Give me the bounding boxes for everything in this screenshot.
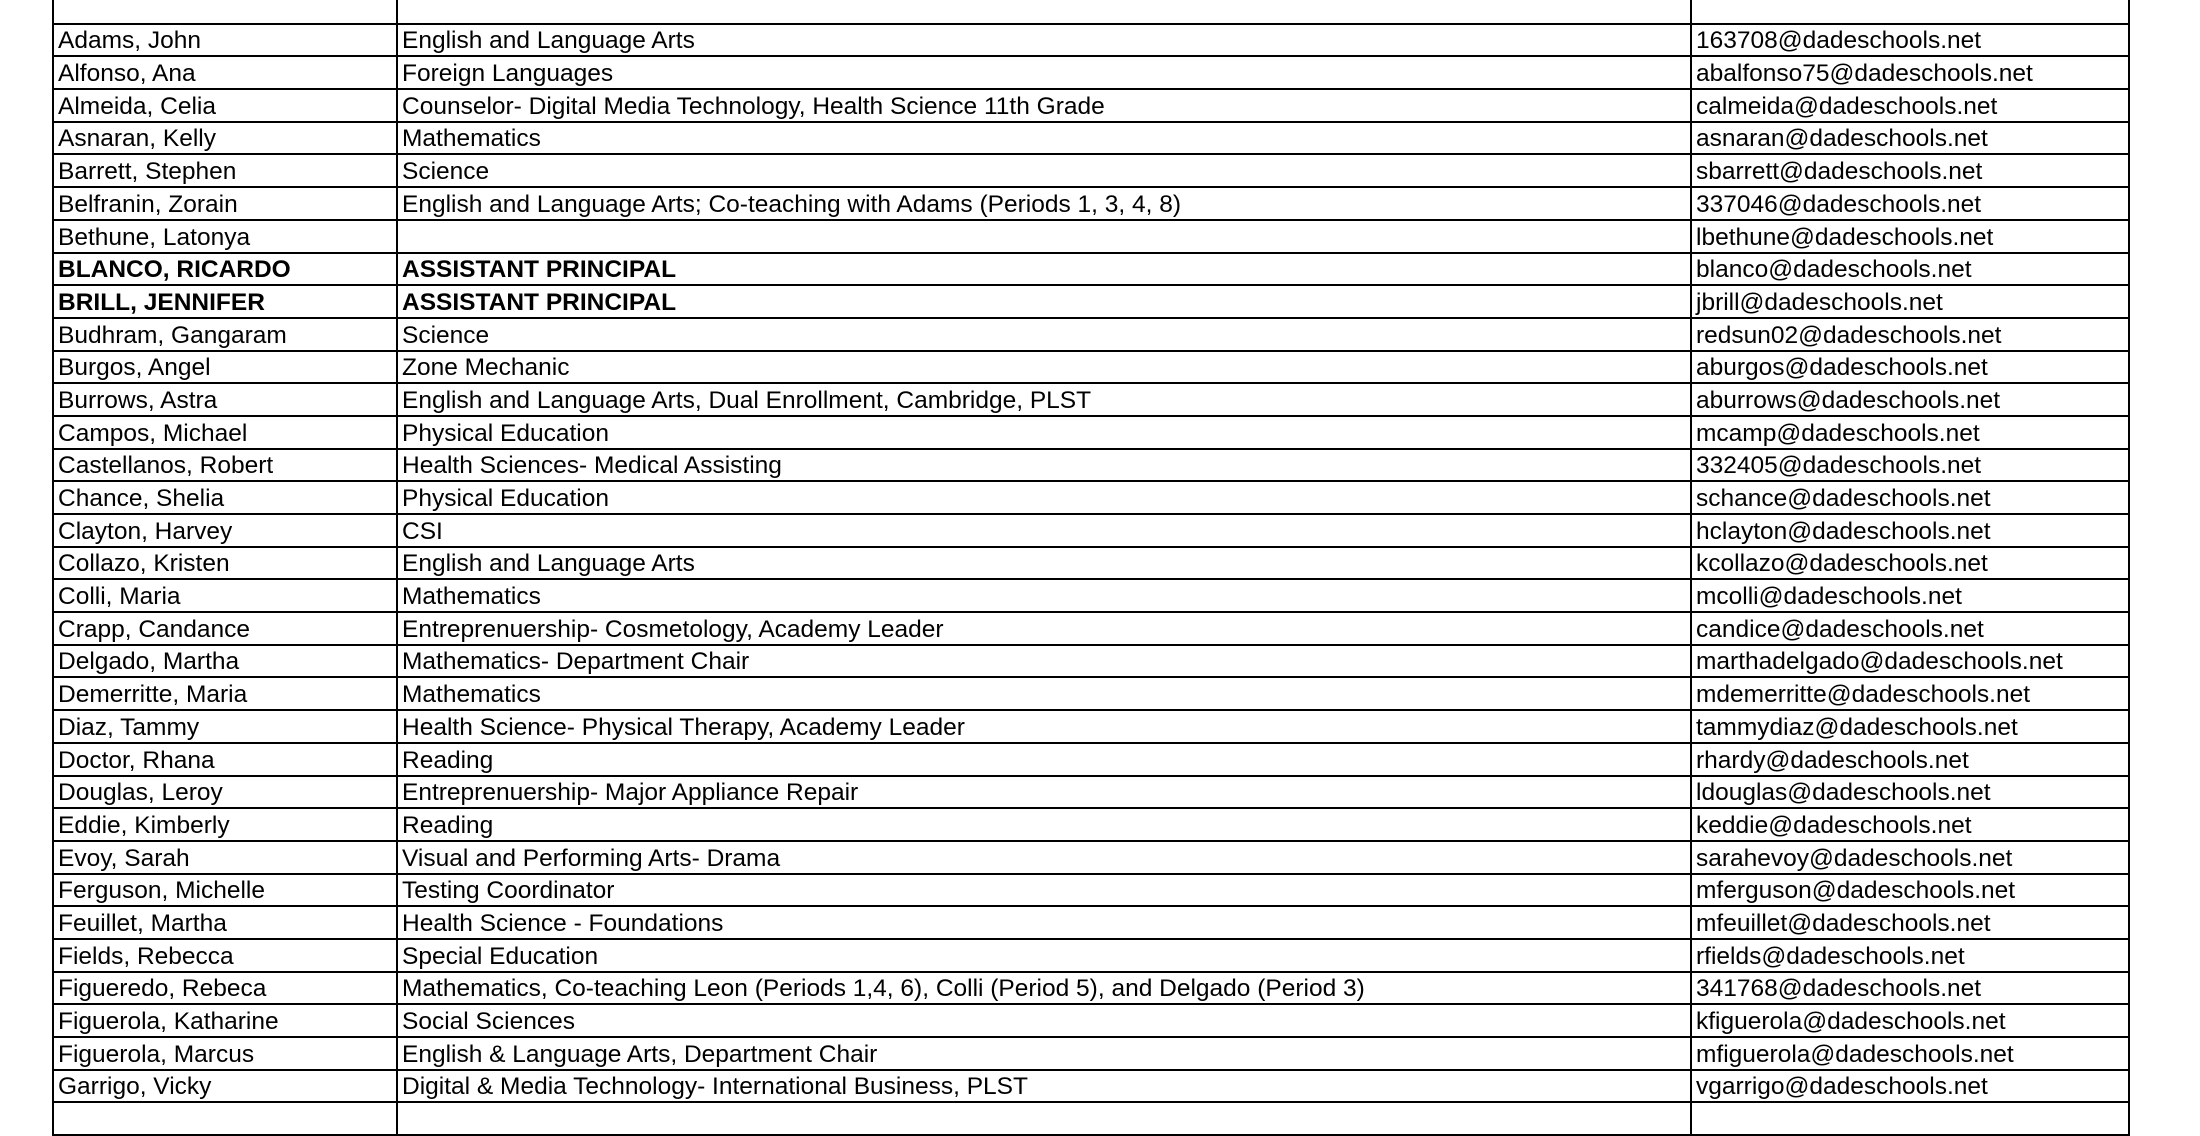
staff-department: Mathematics [397, 579, 1691, 612]
table-row [53, 481, 2129, 514]
staff-name [53, 1102, 397, 1135]
table-row [53, 939, 2129, 972]
staff-email: 337046@dadeschools.net [1691, 187, 2129, 220]
staff-department: Counselor- Digital Media Technology, Health Science 11th Grade [397, 89, 1691, 122]
table-row [53, 220, 2129, 253]
table-row [53, 841, 2129, 874]
staff-email: ldouglas@dadeschools.net [1691, 776, 2129, 809]
staff-name: Bethune, Latonya [53, 220, 397, 253]
staff-name: Diaz, Tammy [53, 710, 397, 743]
staff-email: rfields@dadeschools.net [1691, 939, 2129, 972]
staff-email: mferguson@dadeschools.net [1691, 874, 2129, 907]
table-row [53, 677, 2129, 710]
staff-name: Feuillet, Martha [53, 906, 397, 939]
staff-directory-body [53, 0, 2129, 1135]
staff-name: Chance, Shelia [53, 481, 397, 514]
staff-name: Campos, Michael [53, 416, 397, 449]
staff-department: Zone Mechanic [397, 351, 1691, 384]
staff-department [397, 220, 1691, 253]
staff-name: Barrett, Stephen [53, 154, 397, 187]
table-row [53, 351, 2129, 384]
staff-department: ASSISTANT PRINCIPAL [397, 285, 1691, 318]
table-row [53, 187, 2129, 220]
staff-department: Visual and Performing Arts- Drama [397, 841, 1691, 874]
staff-email: mcamp@dadeschools.net [1691, 416, 2129, 449]
table-row [53, 318, 2129, 351]
staff-email: sarahevoy@dadeschools.net [1691, 841, 2129, 874]
staff-name: Colli, Maria [53, 579, 397, 612]
staff-department: Entreprenuership- Cosmetology, Academy Leader [397, 612, 1691, 645]
staff-department: ASSISTANT PRINCIPAL [397, 253, 1691, 286]
table-row-partial-bottom [53, 1102, 2129, 1135]
staff-department: Foreign Languages [397, 56, 1691, 89]
staff-department: Science [397, 318, 1691, 351]
table-row [53, 154, 2129, 187]
staff-department: Physical Education [397, 416, 1691, 449]
table-row [53, 514, 2129, 547]
table-row [53, 285, 2129, 318]
staff-email: hclayton@dadeschools.net [1691, 514, 2129, 547]
staff-email: tammydiaz@dadeschools.net [1691, 710, 2129, 743]
staff-name: Alfonso, Ana [53, 56, 397, 89]
staff-email: lbethune@dadeschools.net [1691, 220, 2129, 253]
table-row [53, 383, 2129, 416]
staff-email: 341768@dadeschools.net [1691, 972, 2129, 1005]
staff-department: English and Language Arts; Co-teaching with Adams (Periods 1, 3, 4, 8) [397, 187, 1691, 220]
staff-department: English & Language Arts, Department Chair [397, 1037, 1691, 1070]
staff-name: Almeida, Celia [53, 89, 397, 122]
staff-directory-table [52, 0, 2130, 1136]
staff-email: kfiguerola@dadeschools.net [1691, 1004, 2129, 1037]
staff-department: Mathematics- Department Chair [397, 645, 1691, 678]
table-row [53, 56, 2129, 89]
staff-email: mfeuillet@dadeschools.net [1691, 906, 2129, 939]
staff-department: Reading [397, 743, 1691, 776]
staff-name: Belfranin, Zorain [53, 187, 397, 220]
staff-department: Testing Coordinator [397, 874, 1691, 907]
staff-department: English and Language Arts [397, 24, 1691, 57]
table-row [53, 874, 2129, 907]
staff-department: Reading [397, 808, 1691, 841]
staff-email: kcollazo@dadeschools.net [1691, 547, 2129, 580]
table-row [53, 972, 2129, 1005]
staff-name: Adams, John [53, 24, 397, 57]
staff-department [397, 1102, 1691, 1135]
staff-department: CSI [397, 514, 1691, 547]
staff-department: Health Science- Physical Therapy, Academy Leader [397, 710, 1691, 743]
table-row [53, 416, 2129, 449]
staff-department: Digital & Media Technology- International Business, PLST [397, 1070, 1691, 1103]
staff-email: mcolli@dadeschools.net [1691, 579, 2129, 612]
staff-name: Castellanos, Robert [53, 449, 397, 482]
staff-department: Physical Education [397, 481, 1691, 514]
table-row [53, 547, 2129, 580]
staff-email: asnaran@dadeschools.net [1691, 122, 2129, 155]
staff-department: Mathematics [397, 122, 1691, 155]
staff-department: Mathematics [397, 677, 1691, 710]
staff-email: marthadelgado@dadeschools.net [1691, 645, 2129, 678]
staff-department: English and Language Arts [397, 547, 1691, 580]
staff-name [53, 0, 397, 24]
staff-name: Collazo, Kristen [53, 547, 397, 580]
table-row [53, 1004, 2129, 1037]
staff-email: sbarrett@dadeschools.net [1691, 154, 2129, 187]
staff-name: Eddie, Kimberly [53, 808, 397, 841]
staff-email: aburgos@dadeschools.net [1691, 351, 2129, 384]
staff-name: Douglas, Leroy [53, 776, 397, 809]
staff-email: vgarrigo@dadeschools.net [1691, 1070, 2129, 1103]
staff-email [1691, 1102, 2129, 1135]
table-row [53, 24, 2129, 57]
staff-name: Burrows, Astra [53, 383, 397, 416]
staff-email: candice@dadeschools.net [1691, 612, 2129, 645]
staff-department [397, 0, 1691, 24]
table-row [53, 710, 2129, 743]
staff-email: redsun02@dadeschools.net [1691, 318, 2129, 351]
staff-email: rhardy@dadeschools.net [1691, 743, 2129, 776]
table-row [53, 612, 2129, 645]
table-row [53, 122, 2129, 155]
staff-email: blanco@dadeschools.net [1691, 253, 2129, 286]
staff-name: Budhram, Gangaram [53, 318, 397, 351]
staff-name: Evoy, Sarah [53, 841, 397, 874]
staff-name: Doctor, Rhana [53, 743, 397, 776]
staff-name: Clayton, Harvey [53, 514, 397, 547]
staff-name: Demerritte, Maria [53, 677, 397, 710]
staff-name: Asnaran, Kelly [53, 122, 397, 155]
staff-email: abalfonso75@dadeschools.net [1691, 56, 2129, 89]
staff-email: 332405@dadeschools.net [1691, 449, 2129, 482]
staff-email: jbrill@dadeschools.net [1691, 285, 2129, 318]
staff-email: aburrows@dadeschools.net [1691, 383, 2129, 416]
table-row [53, 906, 2129, 939]
staff-name: Delgado, Martha [53, 645, 397, 678]
staff-department: Health Science - Foundations [397, 906, 1691, 939]
staff-department: Mathematics, Co-teaching Leon (Periods 1,4, 6), Colli (Period 5), and Delgado (Period 3) [397, 972, 1691, 1005]
staff-department: Entreprenuership- Major Appliance Repair [397, 776, 1691, 809]
staff-name: Ferguson, Michelle [53, 874, 397, 907]
table-row [53, 743, 2129, 776]
staff-department: Special Education [397, 939, 1691, 972]
staff-name: Garrigo, Vicky [53, 1070, 397, 1103]
table-row [53, 449, 2129, 482]
staff-directory-sheet [52, 0, 2128, 1136]
staff-name: Figuerola, Marcus [53, 1037, 397, 1070]
table-row [53, 1037, 2129, 1070]
staff-name: Crapp, Candance [53, 612, 397, 645]
staff-name: Figuerola, Katharine [53, 1004, 397, 1037]
staff-email: calmeida@dadeschools.net [1691, 89, 2129, 122]
table-row [53, 579, 2129, 612]
table-row [53, 253, 2129, 286]
staff-department: English and Language Arts, Dual Enrollment, Cambridge, PLST [397, 383, 1691, 416]
staff-email: mfiguerola@dadeschools.net [1691, 1037, 2129, 1070]
staff-name: BLANCO, RICARDO [53, 253, 397, 286]
staff-email: schance@dadeschools.net [1691, 481, 2129, 514]
staff-department: Health Sciences- Medical Assisting [397, 449, 1691, 482]
table-row [53, 808, 2129, 841]
staff-department: Social Sciences [397, 1004, 1691, 1037]
table-row [53, 1070, 2129, 1103]
table-row [53, 776, 2129, 809]
staff-email [1691, 0, 2129, 24]
staff-department: Science [397, 154, 1691, 187]
staff-email: keddie@dadeschools.net [1691, 808, 2129, 841]
staff-email: 163708@dadeschools.net [1691, 24, 2129, 57]
staff-name: Burgos, Angel [53, 351, 397, 384]
staff-name: Figueredo, Rebeca [53, 972, 397, 1005]
staff-email: mdemerritte@dadeschools.net [1691, 677, 2129, 710]
table-row [53, 89, 2129, 122]
table-row [53, 645, 2129, 678]
staff-name: BRILL, JENNIFER [53, 285, 397, 318]
staff-name: Fields, Rebecca [53, 939, 397, 972]
table-row-partial-top [53, 0, 2129, 24]
